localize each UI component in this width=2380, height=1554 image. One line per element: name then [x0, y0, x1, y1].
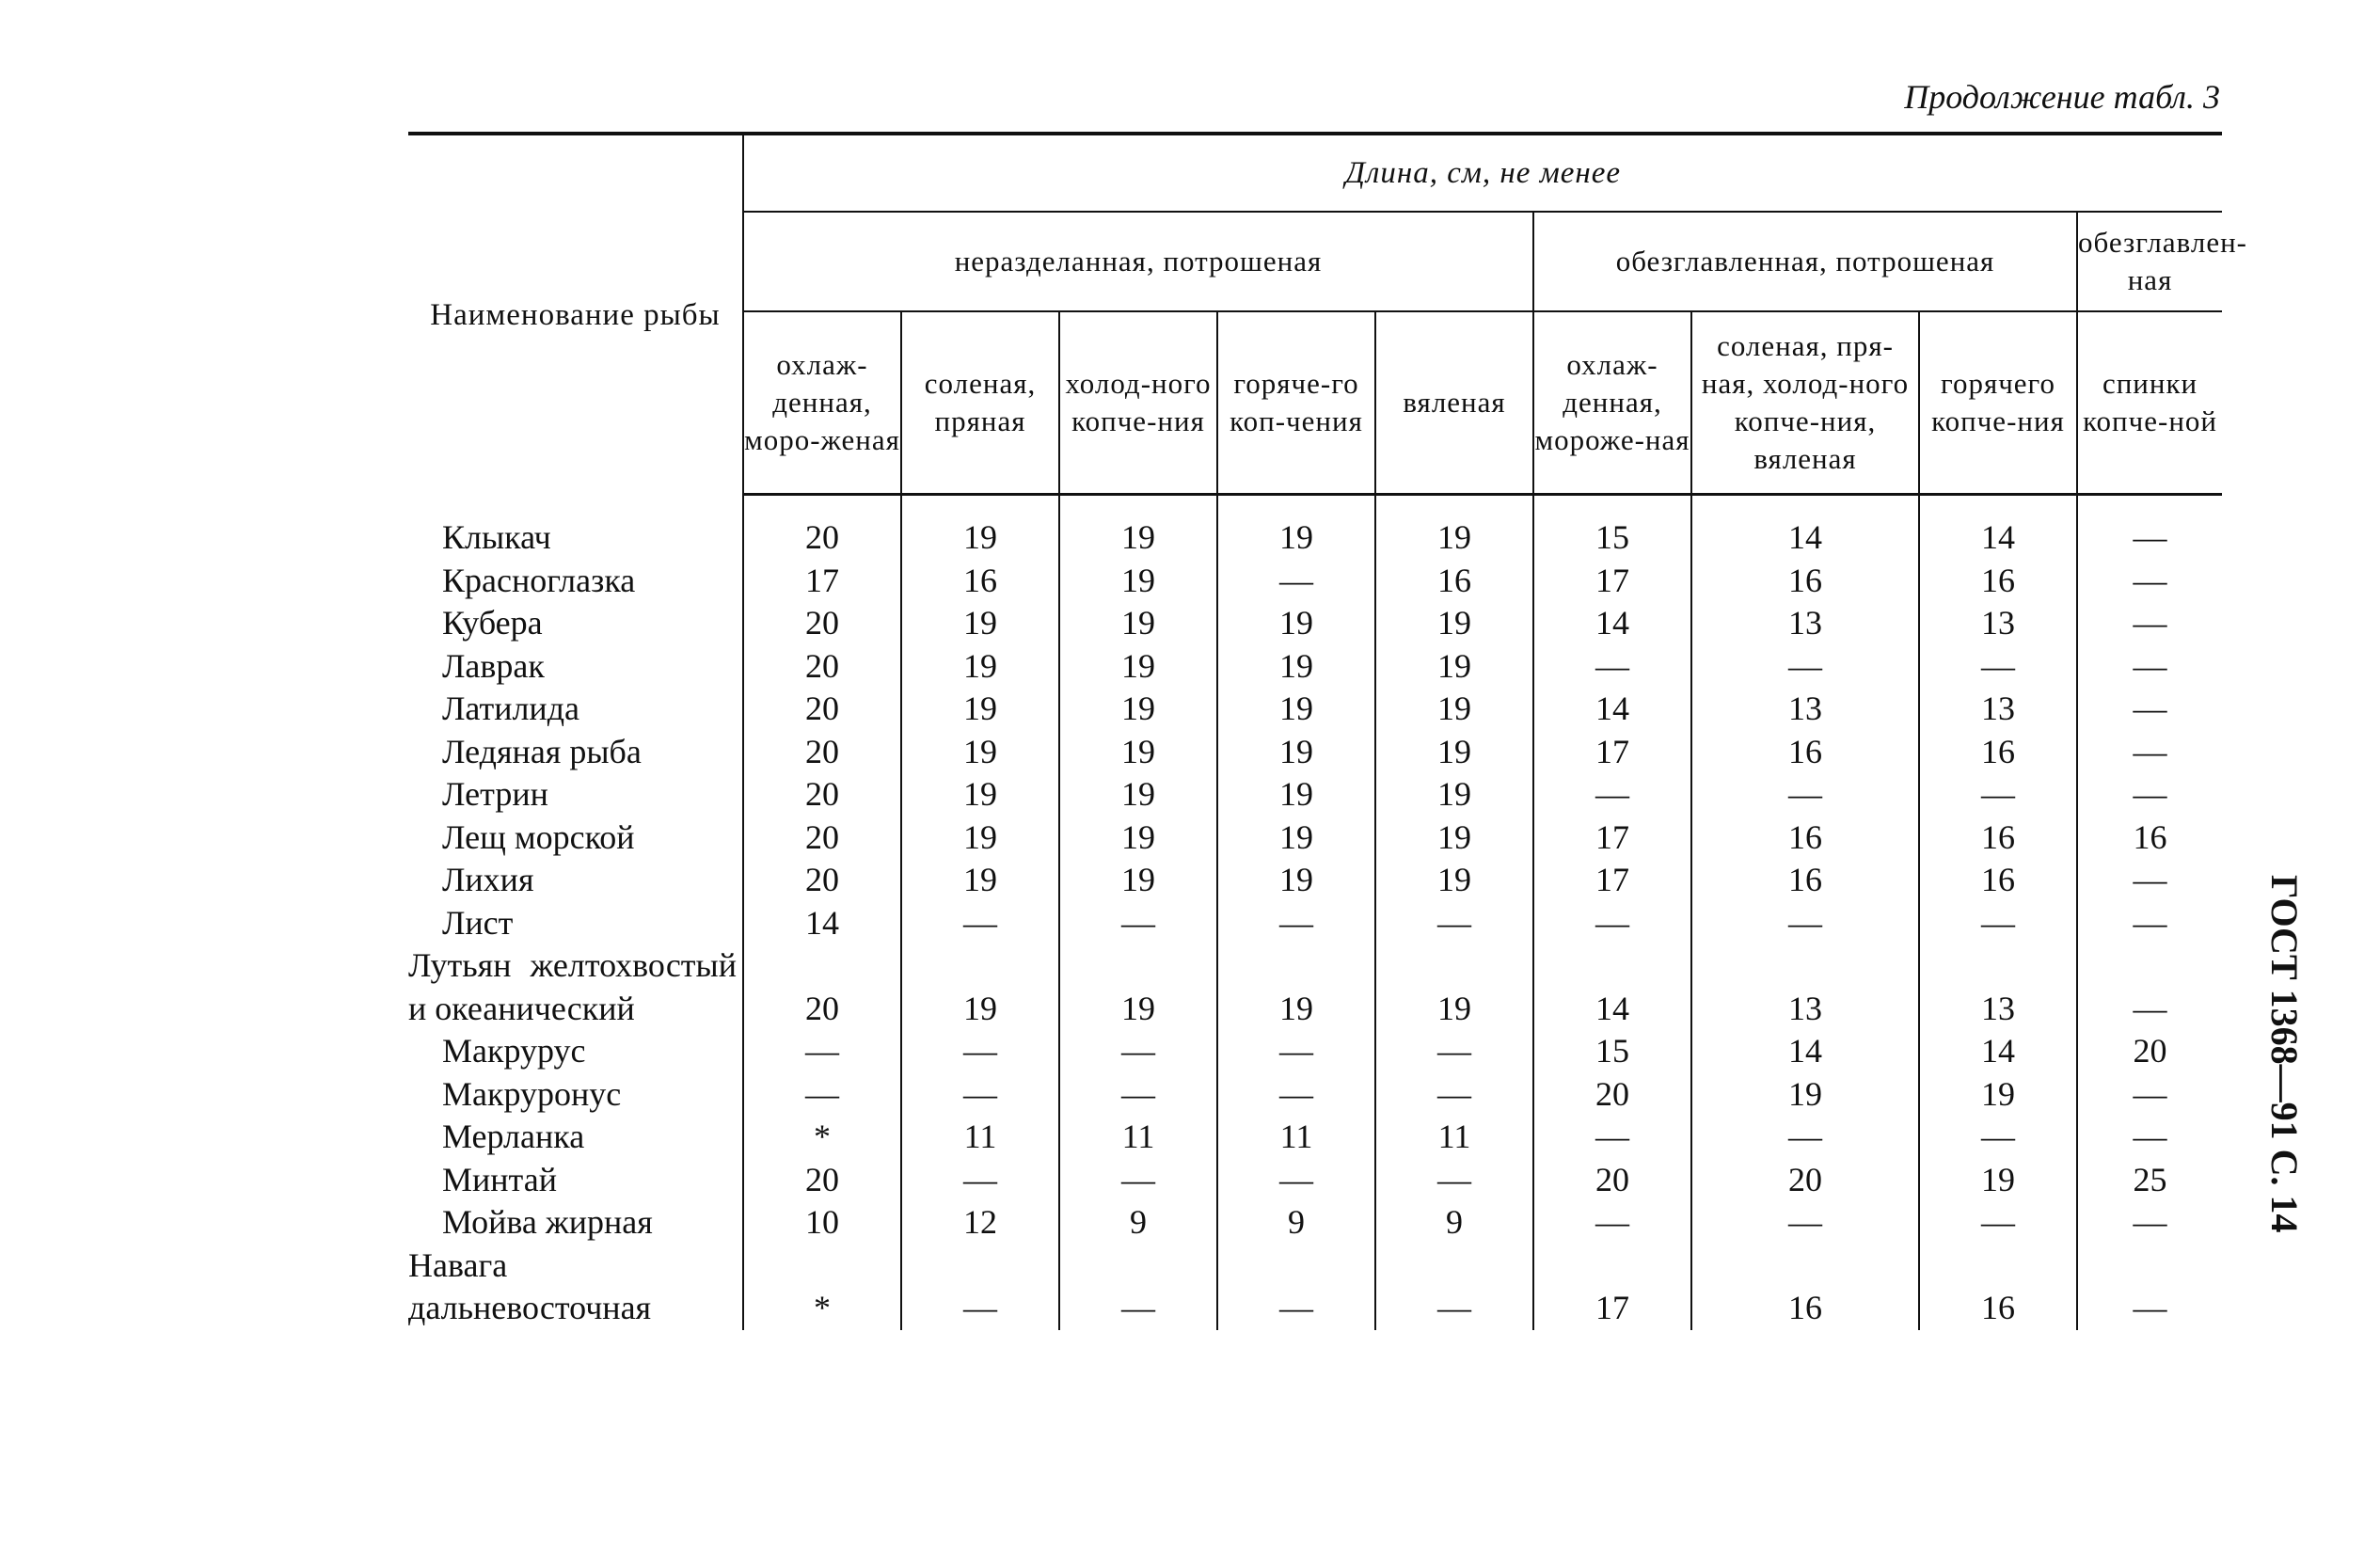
length-value-cell: 20 [743, 944, 901, 1030]
fish-name-cell: Ледяная рыба [442, 732, 642, 770]
name-column-header: Наименование рыбы [408, 134, 743, 495]
length-value-cell: — [901, 1245, 1059, 1330]
length-value-cell: — [1919, 773, 2077, 817]
length-value-cell: 13 [1919, 602, 2077, 645]
length-value-cell: — [2077, 773, 2222, 817]
length-value-cell: 19 [1217, 859, 1375, 902]
length-value-cell: 19 [1059, 495, 1217, 560]
table-row [408, 817, 2222, 860]
length-value-cell: 13 [1691, 602, 1919, 645]
length-value-cell: — [743, 1030, 901, 1073]
length-value-cell: * [743, 1245, 901, 1330]
length-value-cell: — [2077, 1201, 2222, 1245]
table-row [408, 859, 2222, 902]
standard-page-label: ГОСТ 1368—91 С. 14 [2263, 875, 2306, 1233]
length-value-cell: — [2077, 1116, 2222, 1159]
fish-name-cell: Навага дальневосточная [408, 1245, 652, 1326]
length-value-cell: 25 [2077, 1159, 2222, 1202]
length-value-cell: 19 [1059, 560, 1217, 603]
length-value-cell: 19 [1217, 645, 1375, 689]
fish-name-cell: Летрин [442, 775, 548, 813]
length-value-cell: — [1059, 1030, 1217, 1073]
length-value-cell: 14 [1691, 495, 1919, 560]
length-value-cell: 20 [743, 817, 901, 860]
length-value-cell: 11 [1375, 1116, 1533, 1159]
length-header: Длина, см, не менее [743, 134, 2222, 212]
length-value-cell: 13 [1691, 944, 1919, 1030]
length-value-cell: 16 [1691, 1245, 1919, 1330]
length-value-cell: 20 [2077, 1030, 2222, 1073]
length-value-cell: — [2077, 645, 2222, 689]
length-value-cell: 16 [1919, 560, 2077, 603]
fish-name-cell: Макруронус [442, 1074, 622, 1113]
length-value-cell: 19 [901, 495, 1059, 560]
length-value-cell: 16 [1691, 731, 1919, 774]
length-value-cell: 19 [1691, 1073, 1919, 1117]
length-value-cell: 16 [1375, 560, 1533, 603]
length-value-cell: 19 [1217, 688, 1375, 731]
length-value-cell: 17 [1533, 731, 1691, 774]
length-value-cell: 20 [1691, 1159, 1919, 1202]
length-value-cell: — [901, 1073, 1059, 1117]
length-value-cell: 19 [1059, 817, 1217, 860]
column-header: холод-ного копче-ния [1059, 311, 1217, 495]
table-row [408, 688, 2222, 731]
fish-name-cell: Красноглазка [442, 561, 636, 599]
length-value-cell: 19 [1059, 645, 1217, 689]
length-value-cell: — [2077, 495, 2222, 560]
table-head [408, 134, 2247, 495]
length-value-cell: 20 [1533, 1159, 1691, 1202]
length-value-cell: 14 [1691, 1030, 1919, 1073]
length-value-cell: 11 [901, 1116, 1059, 1159]
length-value-cell: — [1375, 1073, 1533, 1117]
length-value-cell: 16 [1919, 859, 2077, 902]
length-value-cell: 15 [1533, 1030, 1691, 1073]
length-value-cell: 15 [1533, 495, 1691, 560]
length-value-cell: 9 [1059, 1201, 1217, 1245]
length-value-cell: 17 [743, 560, 901, 603]
fish-length-table [408, 132, 2247, 1330]
fish-name-cell: Кубера [442, 604, 543, 642]
length-value-cell: 20 [743, 773, 901, 817]
length-value-cell: 19 [1375, 859, 1533, 902]
length-value-cell: 19 [1059, 773, 1217, 817]
group-header-headless-gutted: обезглавленная, потрошеная [1533, 212, 2077, 311]
length-value-cell: 20 [743, 645, 901, 689]
length-value-cell: — [2077, 560, 2222, 603]
length-value-cell: 19 [1217, 944, 1375, 1030]
length-value-cell: — [1691, 645, 1919, 689]
length-value-cell: 16 [901, 560, 1059, 603]
length-value-cell: 10 [743, 1201, 901, 1245]
length-value-cell: 16 [1919, 731, 2077, 774]
length-value-cell: 14 [1533, 944, 1691, 1030]
length-value-cell: 19 [1375, 731, 1533, 774]
length-value-cell: 19 [1217, 773, 1375, 817]
length-value-cell: 19 [1217, 495, 1375, 560]
length-value-cell: — [1375, 902, 1533, 945]
fish-name-cell: Лаврак [442, 646, 545, 685]
table-row [408, 1159, 2222, 1202]
length-value-cell: 19 [1059, 731, 1217, 774]
length-value-cell: 20 [743, 1159, 901, 1202]
length-value-cell: — [1691, 1201, 1919, 1245]
column-header: охлаж-денная, мороже-ная [1533, 311, 1691, 495]
table-row [408, 902, 2222, 945]
length-value-cell: 20 [743, 859, 901, 902]
length-value-cell: 17 [1533, 859, 1691, 902]
fish-name-cell: Клыкач [442, 518, 551, 556]
length-value-cell: 19 [901, 645, 1059, 689]
length-value-cell: 20 [743, 602, 901, 645]
fish-name-cell: Лутьян желтохвостый и океанический [408, 946, 737, 1027]
length-value-cell: — [1919, 645, 2077, 689]
length-value-cell: — [1217, 1245, 1375, 1330]
length-value-cell: 19 [901, 602, 1059, 645]
length-value-cell: 19 [1919, 1159, 2077, 1202]
length-value-cell: — [901, 1030, 1059, 1073]
length-value-cell: — [1059, 1245, 1217, 1330]
table-row [408, 944, 2222, 1030]
length-value-cell: 17 [1533, 817, 1691, 860]
length-value-cell: 20 [743, 495, 901, 560]
length-value-cell: 13 [1691, 688, 1919, 731]
table-caption: Продолжение табл. 3 [1904, 78, 2220, 116]
length-value-cell: — [1919, 1201, 2077, 1245]
length-value-cell: — [1217, 1159, 1375, 1202]
table-row [408, 1073, 2222, 1117]
length-value-cell: — [1217, 1030, 1375, 1073]
length-value-cell: 19 [1919, 1073, 2077, 1117]
table-row [408, 495, 2222, 560]
length-value-cell: 19 [901, 859, 1059, 902]
length-value-cell: — [1059, 1159, 1217, 1202]
table-row [408, 645, 2222, 689]
length-value-cell: 16 [1691, 859, 1919, 902]
table-row [408, 1116, 2222, 1159]
length-value-cell: — [1691, 773, 1919, 817]
length-value-cell: — [2077, 902, 2222, 945]
column-header: горячего копче-ния [1919, 311, 2077, 495]
group-header-whole-gutted: неразделанная, потрошеная [743, 212, 1533, 311]
length-value-cell: 19 [901, 944, 1059, 1030]
length-value-cell: 16 [1919, 817, 2077, 860]
length-value-cell: 14 [1533, 688, 1691, 731]
length-value-cell: 17 [1533, 560, 1691, 603]
length-value-cell: 19 [1375, 688, 1533, 731]
fish-name-cell: Мерланка [442, 1118, 585, 1155]
length-value-cell: 20 [1533, 1073, 1691, 1117]
length-value-cell: 13 [1919, 944, 2077, 1030]
column-header: соленая, пря-ная, холод-ного копче-ния, вяленая [1691, 311, 1919, 495]
length-value-cell: 19 [1375, 944, 1533, 1030]
length-value-cell: — [1375, 1245, 1533, 1330]
length-value-cell: — [1919, 902, 2077, 945]
fish-name-cell: Лист [442, 903, 514, 942]
length-value-cell: 19 [901, 773, 1059, 817]
length-value-cell: — [1691, 1116, 1919, 1159]
length-value-cell: — [1533, 902, 1691, 945]
column-header: спинки копче-ной [2077, 311, 2222, 495]
length-value-cell: 11 [1217, 1116, 1375, 1159]
length-value-cell: 13 [1919, 688, 2077, 731]
length-value-cell: 16 [1691, 817, 1919, 860]
length-value-cell: 9 [1375, 1201, 1533, 1245]
length-value-cell: 19 [1217, 817, 1375, 860]
length-value-cell: 19 [1059, 859, 1217, 902]
table-row [408, 1245, 2222, 1330]
table-body [408, 495, 2222, 1330]
length-value-cell: 9 [1217, 1201, 1375, 1245]
fish-name-cell: Макрурус [442, 1032, 586, 1070]
length-value-cell: 19 [1375, 773, 1533, 817]
length-value-cell: — [2077, 1073, 2222, 1117]
length-value-cell: — [1375, 1030, 1533, 1073]
length-value-cell: — [2077, 731, 2222, 774]
length-value-cell: 16 [1691, 560, 1919, 603]
length-value-cell: — [2077, 688, 2222, 731]
fish-name-cell: Мойва жирная [442, 1203, 653, 1241]
length-value-cell: — [743, 1073, 901, 1117]
length-value-cell: — [1059, 1073, 1217, 1117]
length-value-cell: 12 [901, 1201, 1059, 1245]
length-value-cell: 14 [1533, 602, 1691, 645]
length-value-cell: — [1919, 1116, 2077, 1159]
length-value-cell: 19 [1375, 495, 1533, 560]
length-value-cell: 19 [1375, 602, 1533, 645]
length-value-cell: — [1533, 1116, 1691, 1159]
table-row [408, 560, 2222, 603]
length-value-cell: 17 [1533, 1245, 1691, 1330]
length-value-cell: 19 [1217, 602, 1375, 645]
length-value-cell: 19 [901, 688, 1059, 731]
length-value-cell: — [2077, 602, 2222, 645]
length-value-cell: 19 [1217, 731, 1375, 774]
length-value-cell: 19 [1375, 645, 1533, 689]
column-header: охлаж-денная, моро-женая [743, 311, 901, 495]
length-value-cell: 14 [743, 902, 901, 945]
fish-name-cell: Минтай [442, 1160, 557, 1198]
length-value-cell: 20 [743, 731, 901, 774]
group-header-headless: обезглавлен-ная [2077, 212, 2222, 311]
length-value-cell: — [1533, 1201, 1691, 1245]
length-value-cell: — [1217, 902, 1375, 945]
column-header: соленая, пряная [901, 311, 1059, 495]
fish-name-cell: Лещ морской [442, 817, 635, 856]
length-value-cell: — [1217, 1073, 1375, 1117]
length-value-cell: 14 [1919, 1030, 2077, 1073]
length-value-cell: 20 [743, 688, 901, 731]
length-value-cell: — [1059, 902, 1217, 945]
length-value-cell: — [1375, 1159, 1533, 1202]
fish-name-cell: Латилида [442, 690, 579, 727]
length-value-cell: — [1691, 902, 1919, 945]
length-value-cell: 19 [901, 731, 1059, 774]
length-value-cell: — [1217, 560, 1375, 603]
length-value-cell: — [1533, 645, 1691, 689]
column-header: вяленая [1375, 311, 1533, 495]
length-value-cell: 19 [1059, 688, 1217, 731]
column-header: горяче-го коп-чения [1217, 311, 1375, 495]
length-value-cell: 19 [1375, 817, 1533, 860]
length-value-cell: — [901, 902, 1059, 945]
fish-name-cell: Лихия [442, 861, 534, 898]
length-value-cell: 19 [901, 817, 1059, 860]
length-value-cell: 16 [1919, 1245, 2077, 1330]
length-value-cell: * [743, 1116, 901, 1159]
length-value-cell: 19 [1059, 602, 1217, 645]
length-value-cell: — [901, 1159, 1059, 1202]
table-row [408, 731, 2222, 774]
table-row [408, 602, 2222, 645]
length-value-cell: 11 [1059, 1116, 1217, 1159]
length-value-cell: 16 [2077, 817, 2222, 860]
table-row [408, 773, 2222, 817]
length-value-cell: — [2077, 944, 2222, 1030]
length-value-cell: — [1533, 773, 1691, 817]
table-row [408, 1030, 2222, 1073]
length-value-cell: 14 [1919, 495, 2077, 560]
length-value-cell: 19 [1059, 944, 1217, 1030]
length-value-cell: — [2077, 1245, 2222, 1330]
table-row [408, 1201, 2222, 1245]
length-value-cell: — [2077, 859, 2222, 902]
